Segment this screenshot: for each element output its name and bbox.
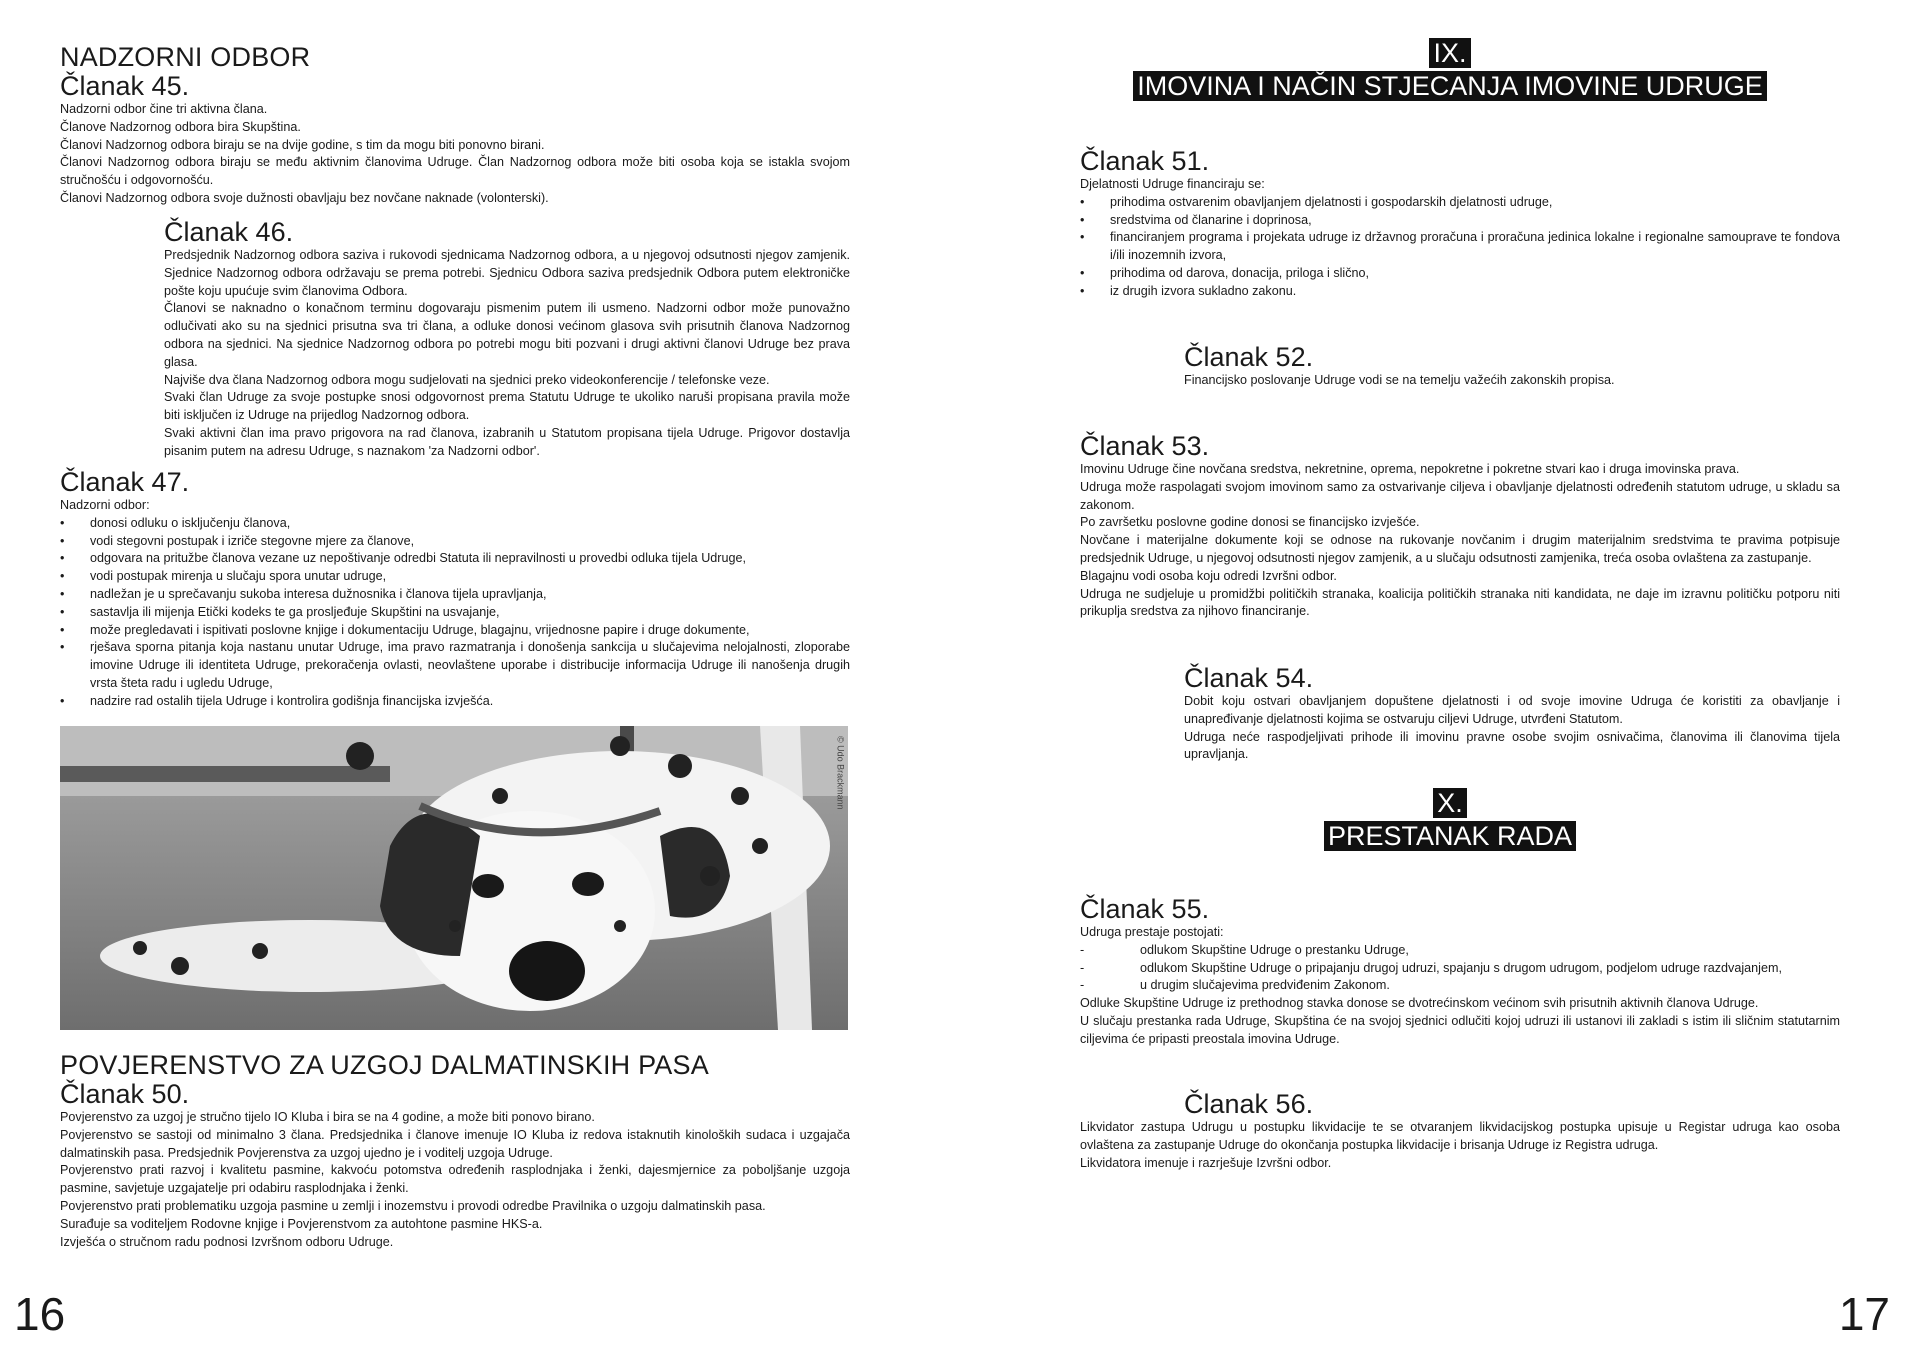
paragraph: Surađuje sa voditeljem Rodovne knjige i Povjerenstvom za autohtone pasmine HKS-a. [60,1216,543,1231]
article-50-block [60,1050,850,1251]
paragraph: Predsjednik Nadzornog odbora saziva i rukovodi sjednicama Nadzornog odbora, a u njegovoj odsutnosti njegov zamjenik. Sjednice Nadzornog odbora održavaju se prema potrebi. Sjednicu Odbora saziva predsjednik Odbora putem elektroničke pošte koju upućuje svim članovima Odbora. [164,248,850,298]
list-item: • nadležan je u sprečavanju sukoba interesa dužnosnika i članova tijela upravljanja, [60,586,850,604]
paragraph: Povjerenstvo za uzgoj je stručno tijelo IO Kluba i bira se na 4 godine, a može biti ponovo birano. [60,1110,595,1124]
paragraph: Povjerenstvo prati problematiku uzgoja pasmine u zemlji i inozemstvu i provodi odredbe Pravilnika o uzgoju dalmatinskih pasa. [60,1198,766,1213]
page-number-right: 17 [1838,1288,1890,1340]
dash-marker: - [1080,960,1085,975]
paragraph: Udruga neće raspodjeljivati prihode ili imovinu pravne osobe svojim osnivačima, članovima ili članovima tijela upravljanja. [1184,729,1840,762]
paragraph: Nadzorni odbor čine tri aktivna člana. [60,102,268,116]
paragraph: Članove Nadzornog odbora bira Skupština. [60,119,301,134]
bullet-marker: • [60,551,65,566]
dash-marker: - [1080,978,1085,993]
bullet-marker: • [1080,230,1085,245]
paragraph: Likvidatora imenuje i razrješuje Izvršni odbor. [1080,1155,1332,1170]
page-number-left: 16 [14,1288,66,1340]
article-56-body [1080,1119,1840,1172]
bullet-marker: • [60,533,65,548]
article-53-body [1080,461,1840,621]
povjerenstvo-heading: POVJERENSTVO ZA UZGOJ DALMATINSKIH PASA [60,1050,709,1080]
article-50-title: Članak 50. [60,1079,190,1109]
chapter-ix-heading [1055,38,1845,101]
article-54-title: Članak 54. [1184,663,1314,693]
nadzorni-odbor-heading: NADZORNI ODBOR [60,42,311,72]
article-51-title: Članak 51. [1080,146,1210,176]
article-55-title: Članak 55. [1080,894,1210,924]
paragraph: Imovinu Udruge čine novčana sredstva, nekretnine, oprema, nepokretne i pokretne stvari kao i druga imovinska prava. [1080,462,1740,476]
bullet-marker: • [60,515,65,530]
list-item: • može pregledavati i ispitivati poslovne knjige i dokumentaciju Udruge, blagajnu, vrijednosne papire i druge dokumente, [60,622,850,640]
paragraph: Članovi Nadzornog odbora biraju se na dvije godine, s tim da mogu biti ponovno birani. [60,137,545,152]
paragraph: Likvidator zastupa Udrugu u postupku likvidacije te se otvaranjem likvidacijskog postupka upisuje u Registar udruga kao osoba ovlaštena za zastupanje Udruge do okončanja postupka likvidacije i brisanja Udruge iz Registra udruga. [1080,1120,1840,1152]
right-page [960,0,1920,1357]
photo-credit: © Udo Brackmann [836,736,846,810]
article-55-list [1080,942,1840,995]
paragraph: Svaki aktivni član ima pravo prigovora na rad članova, izabranih u Statutom propisana tijela Udruge. Prigovor dostavlja pisanim putem na adresu Udruge, s naznakom 'za Nadzorni odbor'. [164,425,850,458]
list-item: • sastavlja ili mijenja Etički kodeks te ga prosljeđuje Skupštini na usvajanje, [60,604,850,622]
paragraph: Po završetku poslovne godine donosi se financijsko izvješće. [1080,515,1420,530]
chapter-x-title: PRESTANAK RADA [1324,821,1576,851]
article-53-block [1080,432,1840,621]
list-intro: Udruga prestaje postojati: [1080,925,1224,939]
article-56-block [1080,1119,1840,1172]
article-51-block [1080,147,1840,301]
article-47-block [60,468,850,711]
paragraph: Udruga ne sudjeluje u promidžbi političkih stranaka, koalicija političkih stranaka niti kandidata, ne daje im izravnu političku potporu niti prikuplja sredstva za njihovo financiranje. [1080,586,1840,619]
bullet-marker: • [60,604,65,619]
paragraph: Izvješća o stručnom radu podnosi Izvršnom odboru Udruge. [60,1234,394,1249]
chapter-ix-number: IX. [1429,38,1470,68]
article-52-block [1184,343,1840,390]
list-item: • rješava sporna pitanja koja nastanu unutar Udruge, ima pravo razmatranja i donošenja sankcija u slučajevima nelojalnosti, zloporabe imovine Udruge ili identiteta Udruge, prekoračenja ovlasti, neovlaštene uporabe i distribucije informacija Udruge ili nanošenja drugih vrsta šteta radu i ugledu Udruge, [60,640,850,690]
bullet-marker: • [60,569,65,584]
paragraph: U slučaju prestanka rada Udruge, Skupština će na svojoj sjednici odlučiti kojoj udruzi ili ustanovi ili zakladi s istim ili sličnim statutarnim ciljevima će pripasti preostala imovina Udruge. [1080,1013,1840,1046]
article-45-body [60,101,850,208]
paragraph: Odluke Skupštine Udruge iz prethodnog stavka donose se dvotrećinskom većinom svih prisutnih aktivnih članova Udruge. [1080,996,1759,1011]
article-47-title: Članak 47. [60,467,190,497]
list-item: - odlukom Skupštine Udruge o prestanku Udruge, [1080,942,1840,960]
paragraph: Svaki član Udruge za svoje postupke snosi odgovornost prema Statutu Udruge te ukoliko naruši propisana pravila može biti isključen iz Udruge na prijedlog Nadzornog odbora. [164,390,850,423]
article-56-title: Članak 56. [1184,1089,1314,1119]
article-55-block [1080,895,1840,1049]
article-51-body [1080,176,1840,301]
bullet-marker: • [60,622,65,637]
list-item: • iz drugih izvora sukladno zakonu. [1080,283,1840,301]
bullet-marker: • [60,586,65,601]
article-46-title: Članak 46. [164,217,294,247]
list-intro: Nadzorni odbor: [60,498,150,512]
article-52-body [1184,372,1840,390]
article-55-body [1080,924,1840,1049]
list-item: • prihodima ostvarenim obavljanjem djelatnosti i gospodarskih djelatnosti udruge, [1080,194,1840,212]
dalmatian-photo [60,726,848,1030]
list-item: • nadzire rad ostalih tijela Udruge i kontrolira godišnja financijska izvješća. [60,693,850,711]
bullet-marker: • [1080,194,1085,209]
article-46-body [164,247,850,461]
paragraph: Najviše dva člana Nadzornog odbora mogu sudjelovati na sjednici preko videokonferencije / telefonske veze. [164,372,770,387]
list-item: • prihodima od darova, donacija, priloga i slično, [1080,265,1840,283]
paragraph: Članovi Nadzornog odbora biraju se među aktivnim članovima Udruge. Član Nadzornog odbora može biti osoba koja se istakla svojom stručnošću i odgovornošću. [60,155,850,188]
bullet-marker: • [1080,283,1085,298]
paragraph: Povjerenstvo prati razvoj i kvalitetu pasmine, kakvoću potomstva određenih rasplodnjaka i ženki, dajesmjernice za poboljšanje uzgoja pasmine, savjetuje uzgajatelje pri odabiru rasplodnjaka i ženki. [60,1163,850,1196]
paragraph: Članovi Nadzornog odbora svoje dužnosti obavljaju bez novčane naknade (volonterski). [60,190,549,205]
paragraph: Članovi se naknadno o konačnom terminu dogovaraju pismenim putem ili usmeno. Nadzorni odbor može punovažno odlučivati ako su na sjednici prisutna sva tri člana, a odluke donosi većinom glasova svih prisutnih članova Nadzornog odbora na sjednici. Na sjednice Nadzornog odbora po potrebi mogu biti pozvani i drugi aktivni članovi Udruge bez prava glasa. [164,301,850,369]
dash-marker: - [1080,942,1085,957]
article-45-block [60,42,850,208]
paragraph: Povjerenstvo se sastoji od minimalno 3 člana. Predsjednika i članove imenuje IO Kluba iz redova istaknutih kinoloških sudaca i uzgajača dalmatinskih pasa. Predsjednik Povjerenstva za uzgoj ujedno je i voditelj uzgoja Udruge. [60,1127,850,1160]
article-47-list [60,515,850,711]
article-47-body [60,497,850,711]
article-53-title: Članak 53. [1080,431,1210,461]
chapter-x-heading [1055,788,1845,851]
bullet-marker: • [1080,212,1085,227]
bullet-marker: • [1080,265,1085,280]
list-item: • vodi postupak mirenja u slučaju spora unutar udruge, [60,568,850,586]
list-item: - u drugim slučajevima predviđenim Zakonom. [1080,977,1840,995]
paragraph: Financijsko poslovanje Udruge vodi se na temelju važećih zakonskih propisa. [1184,373,1615,387]
paragraph: Dobit koju ostvari obavljanjem dopuštene djelatnosti i od svoje imovine Udruga će koristiti za obavljanje i unapređivanje djelatnosti kojima se ostvaruju ciljevi Udruge, utvrđeni Statutom. [1184,694,1840,726]
article-56-title-block [1184,1090,1840,1119]
chapter-ix-title: IMOVINA I NAČIN STJECANJA IMOVINE UDRUGE [1133,71,1767,101]
paragraph: Novčane i materijalne dokumente koji se odnose na rukovanje novčanim i drugim materijalnim sredstvima te pravima potpisuje predsjednik Udruge, u njegovoj odsutnosti njegov zamjenik, a u slučaju odsutnosti zamjenika, treća osoba ovlaštena za zastupanje. [1080,533,1840,565]
dalmatian-illustration [60,726,848,1030]
article-45-title: Članak 45. [60,71,190,101]
article-52-title: Članak 52. [1184,342,1314,372]
bullet-marker: • [60,693,65,708]
list-item: • odgovara na pritužbe članova vezane uz nepoštivanje odredbi Statuta ili nepravilnosti u provedbi odluka tijela Udruge, [60,550,850,568]
list-item: - odlukom Skupštine Udruge o pripajanju drugoj udruzi, spajanju s drugom udrugom, podjelom udruge razdvajanjem, [1080,960,1840,978]
paragraph: Udruga može raspolagati svojom imovinom samo za ostvarivanje ciljeva i obavljanje djelatnosti određenih statutom udruge, u skladu sa zakonom. [1080,479,1840,512]
list-item: • vodi stegovni postupak i izriče stegovne mjere za članove, [60,533,850,551]
paragraph: Blagajnu vodi osoba koju odredi Izvršni odbor. [1080,568,1337,583]
chapter-x-number: X. [1433,788,1467,818]
article-51-list [1080,194,1840,301]
article-54-body [1184,693,1840,764]
list-item: • sredstvima od članarine i doprinosa, [1080,212,1840,230]
list-item: • financiranjem programa i projekata udruge iz državnog proračuna i proračuna jedinica lokalne i regionalne samouprave te fondova i/ili inozemnih izvora, [1080,230,1840,263]
article-50-body [60,1109,850,1251]
article-54-block [1184,664,1840,764]
bullet-marker: • [60,640,65,655]
list-intro: Djelatnosti Udruge financiraju se: [1080,177,1265,191]
article-46-block [164,218,850,461]
list-item: • donosi odluku o isključenju članova, [60,515,850,533]
